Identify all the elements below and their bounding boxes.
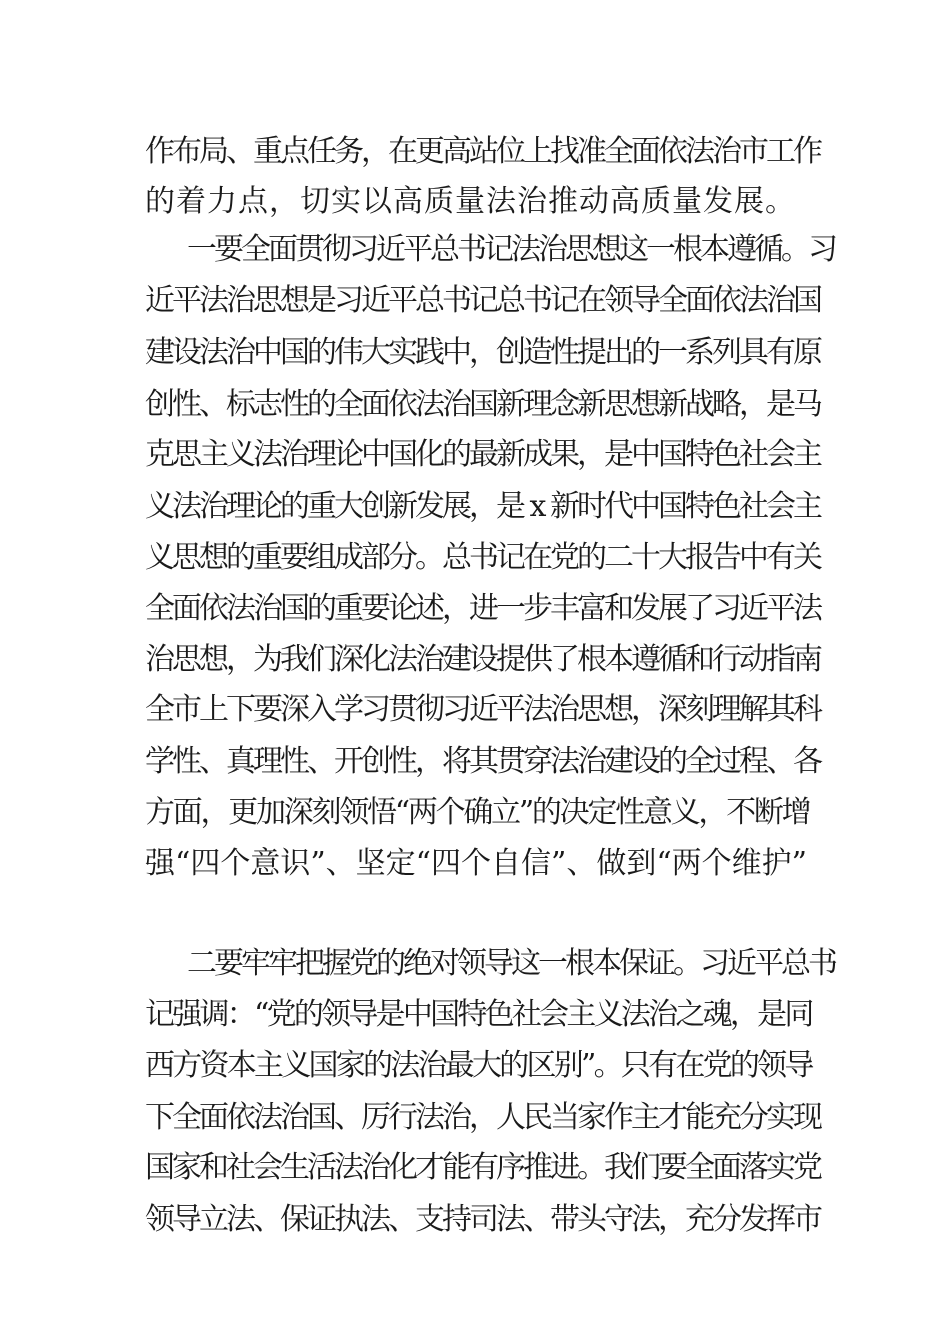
text-line: 创性、标志性的全面依法治国新理念新思想新战略，是马 xyxy=(145,387,820,422)
text-line: 作布局、重点任务，在更高站位上找准全面依法治市工作 xyxy=(145,134,820,169)
text-line: 强“四个意识”、坚定“四个自信”、做到“两个维护” xyxy=(145,846,808,881)
text-line: 的着力点，切实以高质量法治推动高质量发展。 xyxy=(145,184,796,219)
text-line: 记强调：“党的领导是中国特色社会主义法治之魂，是同 xyxy=(145,997,812,1032)
text-line: 建设法治中国的伟大实践中，创造性提出的一系列具有原 xyxy=(145,335,820,370)
text-line: 近平法治思想是习近平总书记总书记在领导全面依法治国 xyxy=(145,283,820,318)
paragraph-first-line: 二要牢牢把握党的绝对领导这一根本保证。习近平总书 xyxy=(187,946,835,981)
text-line: 义法治理论的重大创新发展，是 x 新时代中国特色社会主 xyxy=(145,489,820,524)
text-line: 方面，更加深刻领悟“两个确立”的决定性意义，不断增 xyxy=(145,795,810,830)
text-line: 治思想，为我们深化法治建设提供了根本遵循和行动指南 xyxy=(145,642,820,677)
text-line: 学性、真理性、开创性，将其贯穿法治建设的全过程、各 xyxy=(145,744,820,779)
text-line: 下全面依法治国、厉行法治，人民当家作主才能充分实现 xyxy=(145,1100,820,1135)
text-line: 义思想的重要组成部分。总书记在党的二十大报告中有关 xyxy=(145,540,820,575)
text-line: 国家和社会生活法治化才能有序推进。我们要全面落实党 xyxy=(145,1150,820,1185)
text-line: 全市上下要深入学习贯彻习近平法治思想，深刻理解其科 xyxy=(145,692,820,727)
text-line: 全面依法治国的重要论述，进一步丰富和发展了习近平法 xyxy=(145,591,820,626)
paragraph-first-line: 一要全面贯彻习近平总书记法治思想这一根本遵循。习 xyxy=(187,232,835,267)
text-line: 克思主义法治理论中国化的最新成果，是中国特色社会主 xyxy=(145,437,820,472)
text-line: 西方资本主义国家的法治最大的区别”。只有在党的领导 xyxy=(145,1048,812,1083)
text-line: 领导立法、保证执法、支持司法、带头守法，充分发挥市 xyxy=(145,1202,820,1237)
